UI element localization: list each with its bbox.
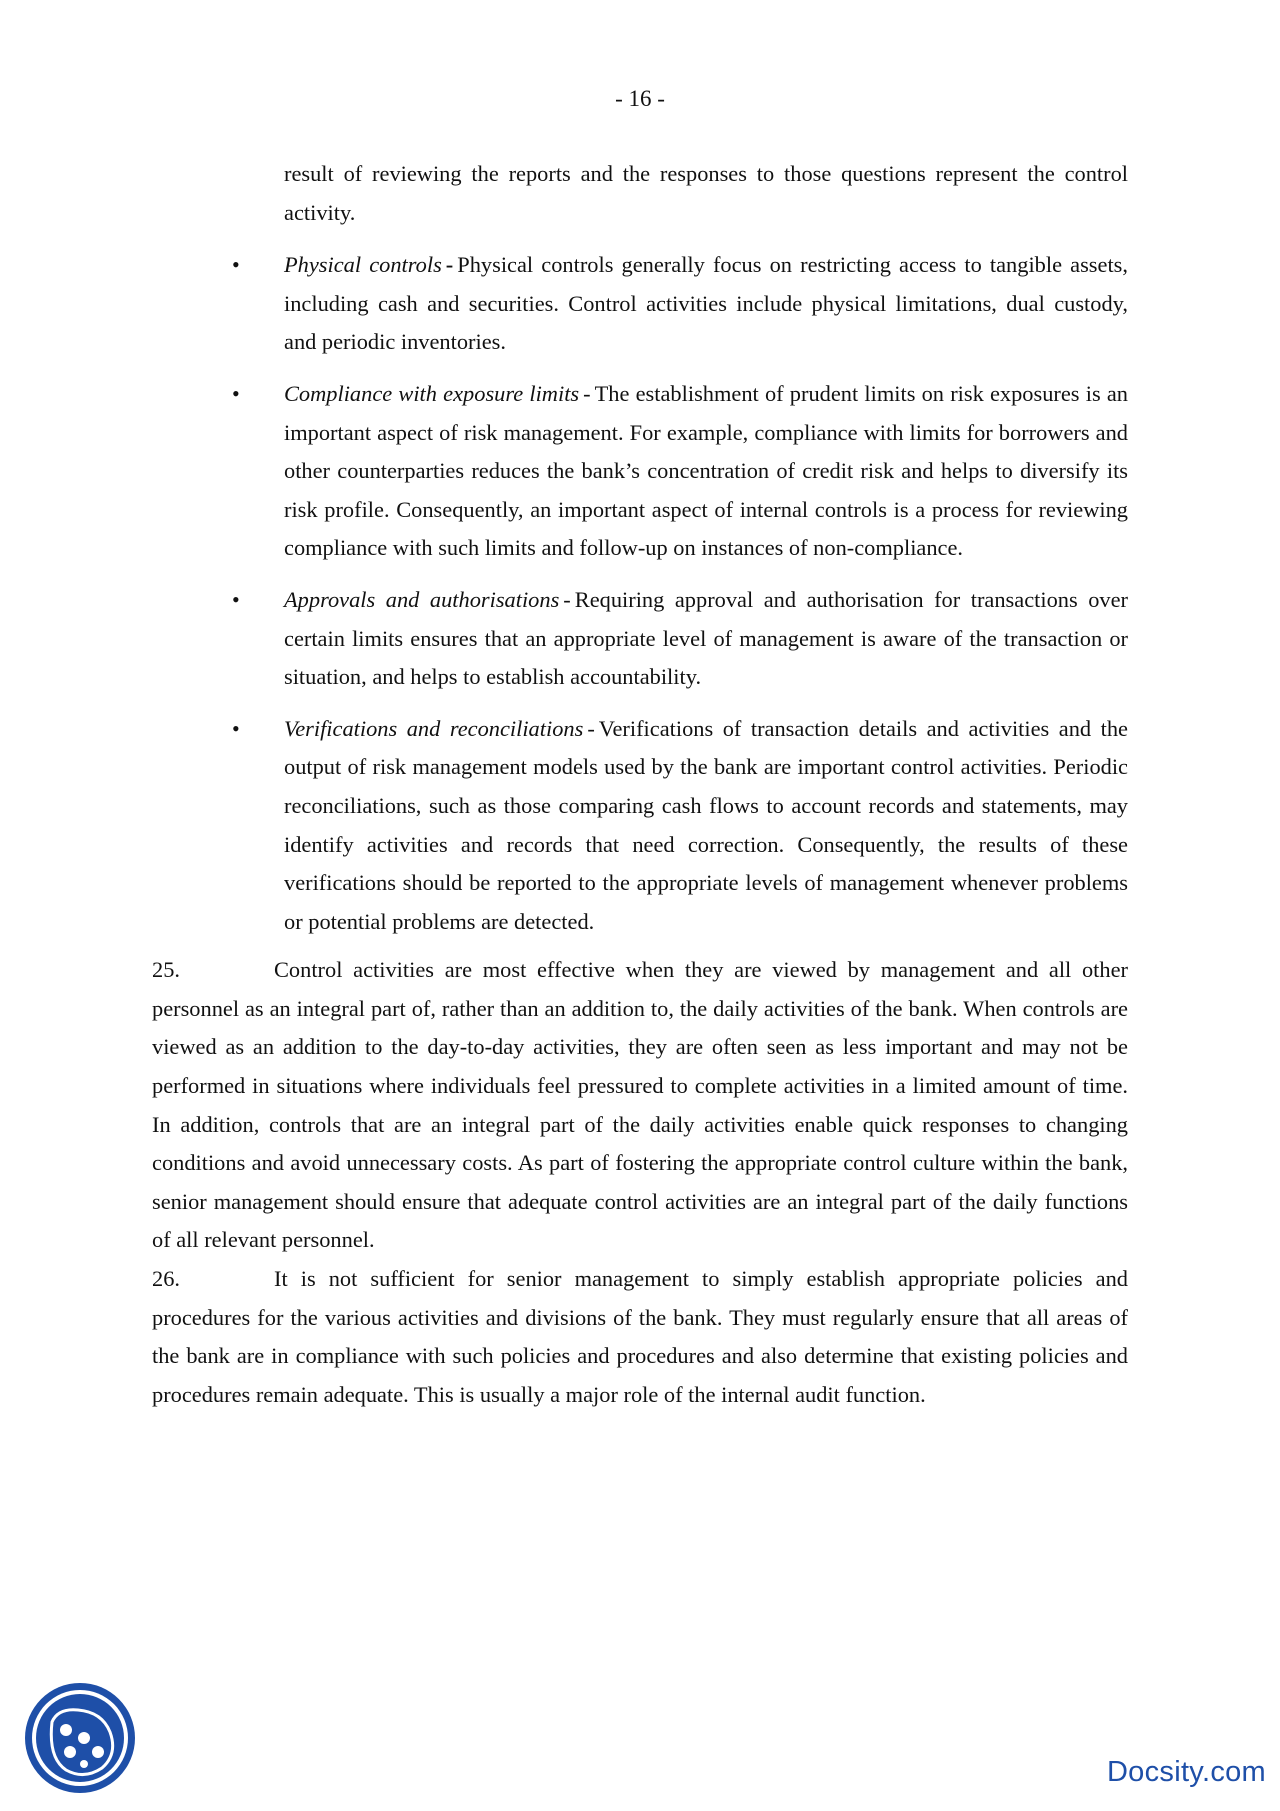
paragraph-number: 25. bbox=[152, 957, 180, 983]
bullet-separator: - bbox=[583, 380, 591, 406]
bullet-icon: • bbox=[232, 586, 240, 612]
numbered-paragraph bbox=[152, 1260, 1128, 1414]
bullet-title: Compliance with exposure limits bbox=[284, 380, 580, 406]
bullet-text: Requiring approval and authorisation for transactions over certain limits ensures that an appropriate level of management is aware of the transaction or situation, and helps to establish accountability. bbox=[284, 586, 1129, 690]
bullet-separator: - bbox=[587, 715, 595, 741]
bullet-title: Verifications and reconciliations bbox=[284, 715, 584, 741]
list-item bbox=[152, 375, 1128, 568]
bullet-title: Approvals and authorisations bbox=[284, 586, 560, 612]
bullet-text: Physical controls generally focus on restricting access to tangible assets, including cash and securities. Control activities include physical limitations, dual custody, and periodic inventories. bbox=[284, 252, 1128, 355]
list-item bbox=[152, 581, 1128, 697]
bullet-text: The establishment of prudent limits on risk exposures is an important aspect of risk management. For example, compliance with limits for borrowers and other counterparties reduces the bank’s concentration of credit risk and helps to diversify its risk profile. Consequently, an important aspect of internal controls is a process for reviewing compliance with such limits and follow-up on instances of non-compliance. bbox=[284, 380, 1128, 561]
bullet-icon: • bbox=[232, 380, 240, 406]
paragraph-text: It is not sufficient for senior management to simply establish appropriate policies and procedures for the various activities and divisions of the bank. They must regularly ensure that all areas of the bank are in compliance with such policies and procedures and also determine that existing policies and procedures remain adequate. This is usually a major role of the internal audit function. bbox=[152, 1266, 1128, 1407]
bullet-separator: - bbox=[563, 586, 571, 612]
paragraph-text: Control activities are most effective when they are viewed by management and all other personnel as an integral part of, rather than an addition to, the daily activities of the bank. When controls are viewed as an addition to the day-to-day activities, they are often seen as less important and may not be performed in situations where individuals feel pressured to complete activities in a limited amount of time. In addition, controls that are an integral part of the daily activities enable quick responses to changing conditions and avoid unnecessary costs. As part of fostering the appropriate control culture within the bank, senior management should ensure that adequate control activities are an integral part of the daily functions of all relevant personnel. bbox=[152, 957, 1128, 1253]
docsity-logo-icon bbox=[22, 1680, 138, 1796]
numbered-paragraph bbox=[152, 951, 1128, 1260]
control-activities-list bbox=[152, 246, 1128, 941]
bullet-text: Verifications of transaction details and activities and the output of risk management models used by the bank are important control activities. Periodic reconciliations, such as those comparing cash flows to account records and statements, may identify activities and records that need correction. Consequently, the results of these verifications should be reported to the appropriate levels of management whenever problems or potential problems are detected. bbox=[284, 715, 1128, 934]
bullet-icon: • bbox=[232, 715, 240, 741]
docsity-brand-link[interactable]: Docsity.com bbox=[1106, 1756, 1266, 1788]
paragraph-number: 26. bbox=[152, 1266, 180, 1292]
page-number: - 16 - bbox=[615, 86, 665, 111]
list-item bbox=[152, 710, 1128, 942]
continuation-paragraph: result of reviewing the reports and the responses to those questions represent the control activity. bbox=[284, 161, 1128, 225]
list-item bbox=[152, 246, 1128, 362]
bullet-title: Physical controls bbox=[284, 252, 442, 278]
bullet-separator: - bbox=[445, 252, 454, 278]
document-body bbox=[152, 155, 1128, 1414]
bullet-icon: • bbox=[232, 252, 240, 278]
